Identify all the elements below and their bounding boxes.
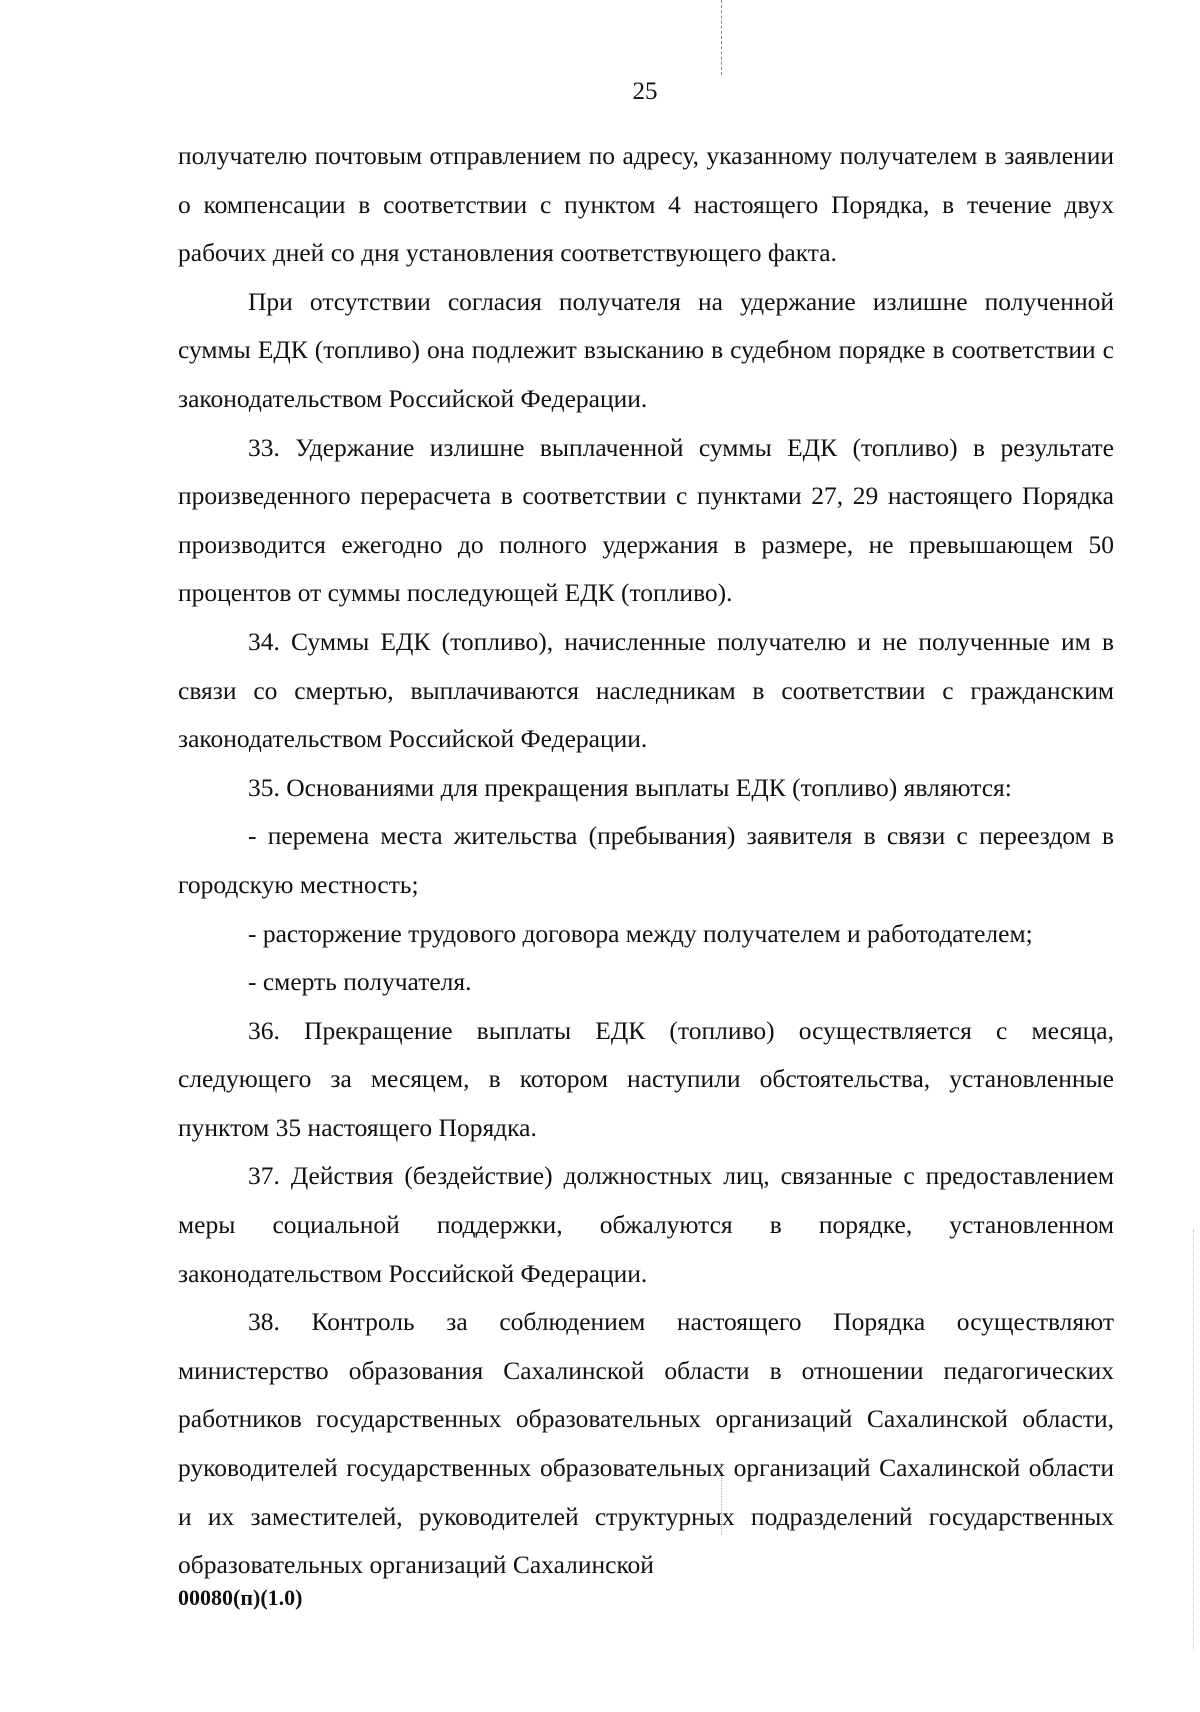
document-code: 00080(п)(1.0) bbox=[178, 1585, 303, 1610]
paragraph-item-34: 34. Суммы ЕДК (топливо), начисленные получателю и не полученные им в связи со смертью, выплачиваются наследникам в соответствии с гражданским законодательством Российской Федерации. bbox=[178, 626, 1114, 754]
paragraph-item-38: 38. Контроль за соблюдением настоящего Порядка осуществляют министерство образования Сахалинской области в отношении педагогических работников государственных образовательных организаций Сахалинской области, руководителей государственных образовательных организаций Сахалинской области и их заместителей, руководителей структурных подразделений государственных образовательных организаций Сахалинской bbox=[178, 1307, 1114, 1580]
scan-artifact-line bbox=[721, 0, 723, 75]
paragraph: При отсутствии согласия получателя на удержание излишне полученной суммы ЕДК (топливо) она подлежит взысканию в судебном порядке в соответствии с законодательством Российской Федерации. bbox=[178, 286, 1114, 413]
list-item: - перемена места жительства (пребывания) заявителя в связи с переездом в городскую местность; bbox=[178, 821, 1114, 899]
scan-edge-artifact bbox=[1193, 1230, 1194, 1650]
paragraph-item-33: 33. Удержание излишне выплаченной суммы ЕДК (топливо) в результате произведенного перерасчета в соответствии с пунктами 27, 29 настоящего Порядка производится ежегодно до полного удержания в размере, не превышающем 50 процентов от суммы последующей ЕДК (топливо). bbox=[178, 432, 1114, 608]
page-number: 25 bbox=[632, 78, 658, 105]
paragraph-item-35: 35. Основаниями для прекращения выплаты ЕДК (топливо) являются: bbox=[248, 772, 1012, 802]
list-item: - смерть получателя. bbox=[248, 967, 472, 997]
paragraph-continuation: получателю почтовым отправлением по адресу, указанному получателем в заявлении о компенсации в соответствии с пунктом 4 настоящего Порядка, в течение двух рабочих дней со дня установления соответствующего факта. bbox=[178, 141, 1114, 268]
paragraph-item-37: 37. Действия (бездействие) должностных лиц, связанные с предоставлением меры социальной поддержки, обжалуются в порядке, установленном законодательством Российской Федерации. bbox=[178, 1161, 1114, 1288]
document-body bbox=[178, 132, 1114, 1590]
list-item: - расторжение трудового договора между получателем и работодателем; bbox=[248, 918, 1033, 948]
paragraph-item-36: 36. Прекращение выплаты ЕДК (топливо) осуществляется с месяца, следующего за месяцем, в котором наступили обстоятельства, установленные пунктом 35 настоящего Порядка. bbox=[178, 1015, 1114, 1142]
